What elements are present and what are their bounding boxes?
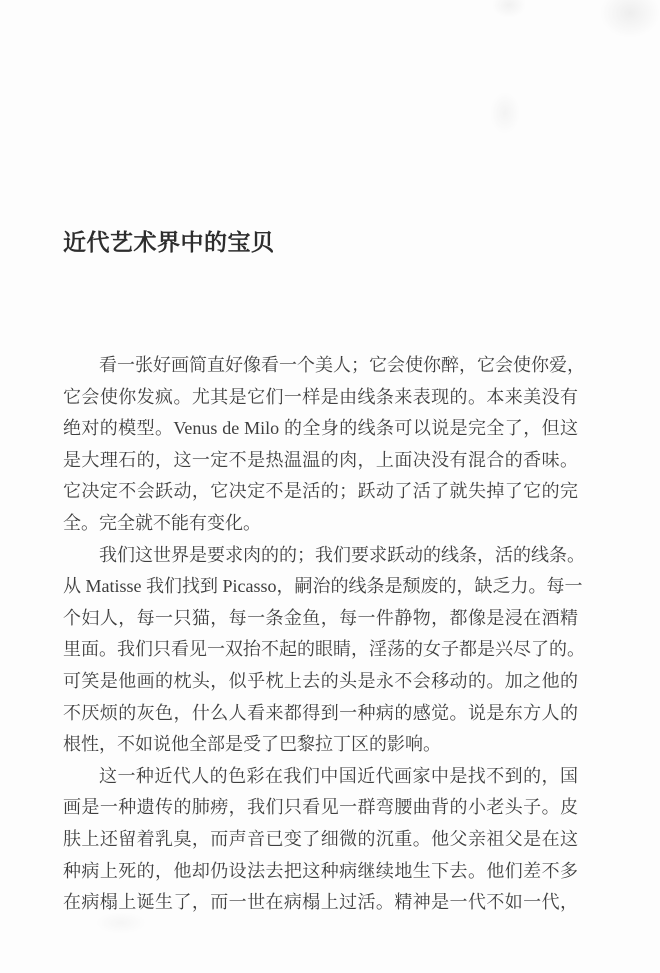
scan-artifact	[490, 92, 520, 134]
text-line: 这一种近代人的色彩在我们中国近代画家中是找不到的，国	[99, 765, 578, 786]
text-line: 不厌烦的灰色，什么人看来都得到一种病的感觉。说是东方人的	[63, 702, 578, 723]
paragraph-3	[63, 761, 578, 919]
scan-artifact	[492, 0, 526, 18]
text-line: 全。完全就不能有变化。	[63, 512, 261, 533]
chapter-title: 近代艺术界中的宝贝	[63, 230, 275, 255]
text-line: 画是一种遗传的肺痨，我们只看见一群弯腰曲背的小老头子。皮	[63, 797, 578, 818]
text-line: 种病上死的，他却仍设法去把这种病继续地生下去。他们差不多	[63, 860, 578, 881]
text-line: 个妇人，每一只猫，每一条金鱼，每一件静物，都像是浸在酒精	[63, 607, 578, 628]
text-line: 里面。我们只看见一双抬不起的眼睛，淫荡的女子都是兴尽了的。	[63, 639, 585, 660]
text-line: 从 Matisse 我们找到 Picasso，嗣治的线条是颓废的，缺乏力。每一	[63, 576, 583, 597]
text-line: 我们这世界是要求肉的的；我们要求跃动的线条，活的线条。	[99, 544, 585, 565]
text-line: 在病榻上诞生了，而一世在病榻上过活。精神是一代不如一代，	[63, 892, 578, 913]
text-line: 根性，不如说他全部是受了巴黎拉丁区的影响。	[63, 734, 441, 755]
paragraph-1	[63, 350, 585, 540]
body-text	[63, 350, 585, 919]
text-line: 是大理石的，这一定不是热温温的肉，上面决没有混合的香味。	[63, 449, 578, 470]
paragraph-2	[63, 540, 585, 761]
scan-artifact	[600, 0, 660, 38]
text-line: 它会使你发疯。尤其是它们一样是由线条来表现的。本来美没有	[63, 386, 578, 407]
text-line: 肤上还留着乳臭，而声音已变了细微的沉重。他父亲祖父是在这	[63, 828, 578, 849]
text-line: 看一张好画简直好像看一个美人；它会使你醉，它会使你爱，	[99, 355, 585, 375]
text-line: 它决定不会跃动，它决定不是活的；跃动了活了就失掉了它的完	[63, 481, 578, 502]
text-line: 可笑是他画的枕头，似乎枕上去的头是永不会移动的。加之他的	[63, 670, 578, 691]
text-line: 绝对的模型。Venus de Milo 的全身的线条可以说是完全了，但这	[63, 418, 578, 439]
